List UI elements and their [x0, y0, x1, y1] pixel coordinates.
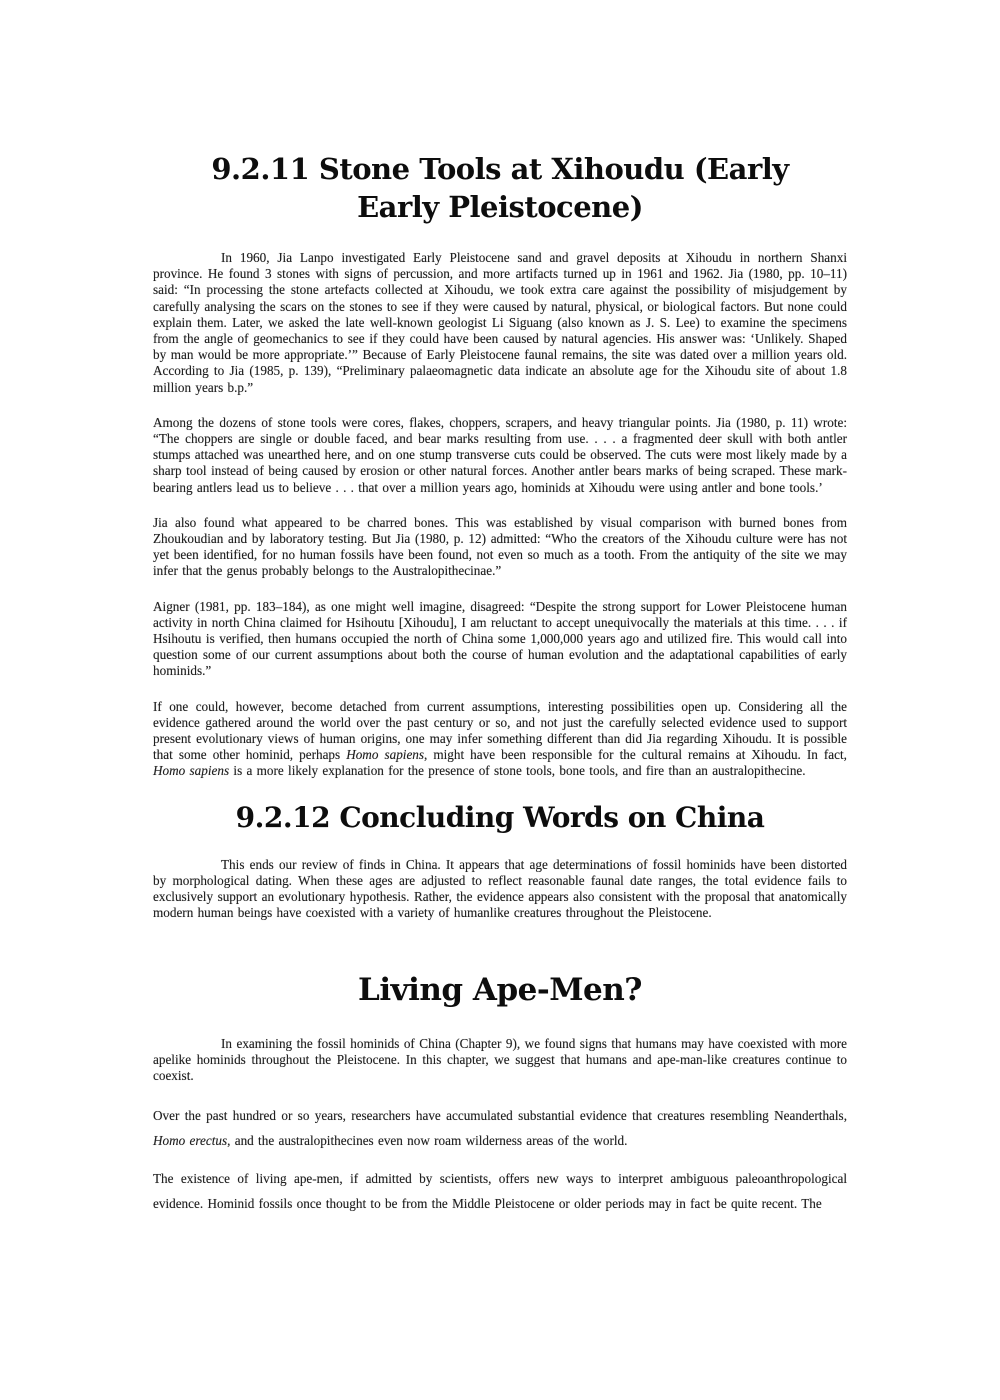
- text-run: Over the past hundred or so years, researchers have accumulated substantial evidence that creatures resembling Neanderthals,: [153, 1108, 847, 1124]
- species-name-italic: Homo sapiens: [346, 747, 425, 763]
- paragraph-concluding-china: This ends our review of finds in China. It appears that age determinations of fossil hominids have been distorted by morphological dating. When these ages are adjusted to reflect reasonable faunal date ranges, the total evidence fails to exclusively support an evolutionary hypothesis. Rather, the evidence appears also consistent with the proposal that anatomically modern human beings have coexisted with a variety of humanlike creatures throughout the Pleistocene.: [153, 856, 847, 921]
- section-heading-9-2-11: 9.2.11 Stone Tools at Xihoudu (Early Early Pleistocene): [211, 152, 789, 224]
- paragraph-accumulated-evidence: [153, 1103, 847, 1153]
- species-name-italic: Homo sapiens: [153, 763, 230, 779]
- species-name-italic: Homo erectus: [153, 1133, 228, 1149]
- paragraph-charred-bones: Jia also found what appeared to be charred bones. This was established by visual comparison with burned bones from Zhoukoudian and by laboratory testing. But Jia (1980, p. 12) admitted: “Who the creators of the Xihoudu culture were has not yet been identified, for no human fossils have been found, not even so much as a tooth. From the antiquity of the site we may infer that the genus probably belongs to the Australopithecinae.”: [153, 514, 847, 579]
- paragraph-aigner-disagreed: Aigner (1981, pp. 183–184), as one might well imagine, disagreed: “Despite the strong support for Lower Pleistocene human activity in north China claimed for Hsihoutu [Xihoudu], I am reluctant to accept unequivocally the materials at this time. . . . if Hsihoutu is verified, then humans occupied the north of China some 1,000,000 years ago and utilized fire. This would call into question some of our current assumptions about both the course of human evolution and the adaptational capabilities of early hominids.”: [153, 598, 847, 679]
- section-heading-9-2-12: 9.2.12 Concluding Words on China: [235, 800, 765, 834]
- paragraph-living-ape-men: The existence of living ape-men, if admitted by scientists, offers new ways to interpret ambiguous paleoanthropological evidence. Hominid fossils once thought to be from the Middle Pleistocene or older periods may in fact be quite recent. The: [153, 1171, 847, 1212]
- paragraph-stone-tools-quote: Among the dozens of stone tools were cores, flakes, choppers, scrapers, and heavy triangular points. Jia (1980, p. 11) wrote: “The choppers are single or double faced, and bear marks resulting from use. . . . a fragmented deer skull with both antler stumps attached was unearthed here, and on one stump transverse cuts could be observed. The cuts were most likely made by a sharp tool instead of being caused by erosion or other natural forces. Another antler bears marks of being scraped. These mark-bearing antlers lead us to believe . . . that over a million years ago, hominids at Xihoudu were using antler and bone tools.’: [153, 414, 847, 495]
- paragraph-examining-fossils: In examining the fossil hominids of China (Chapter 9), we found signs that humans may have coexisted with more apelike hominids throughout the Pleistocene. In this chapter, we suggest that humans and ape-man-like creatures continue to coexist.: [153, 1035, 847, 1083]
- paragraph-xihoudu-intro: In 1960, Jia Lanpo investigated Early Pleistocene sand and gravel deposits at Xihoudu in northern Shanxi province. He found 3 stones with signs of percussion, and more artifacts turned up in 1961 and 1962. Jia (1980, pp. 10–11) said: “In processing the stone artefacts collected at Xihoudu, we took extra care against the possibility of misjudgement by carefully analysing the scars on the stones to see if they were caused by natural, physical, or biological factors. But none could explain them. Later, we asked the late well-known geologist Li Siguang (also known as J. S. Lee) to examine the specimens from the angle of geomechanics to see if they could have been caused by natural agencies. His answer was: ‘Unlikely. Shaped by man would be more appropriate.’” Because of Early Pleistocene faunal remains, the site was dated over a million years old. According to Jia (1985, p. 139), “Preliminary palaeomagnetic data indicate an absolute age for the Xihoudu site of about 1.8 million years b.p.”: [153, 250, 847, 395]
- text-run: is a more likely explanation for the presence of stone tools, bone tools, and fire than an australopithecine.: [229, 763, 806, 779]
- chapter-heading-living-ape-men: Living Ape-Men?: [358, 971, 642, 1008]
- text-run: , and the australopithecines even now roam wilderness areas of the world.: [227, 1133, 628, 1149]
- paragraph-possibilities: [153, 699, 847, 780]
- text-run: If one could, however, become detached from current assumptions, interesting possibilities open up. Considering all the evidence gathered around the world over the past century or so, and not just the carefully selected evidence used to support present evolutionary views of human origins, one may infer something different than did Jia regarding Xihoudu. It is possible that some other hominid, perhaps: [153, 698, 847, 763]
- text-run: , might have been responsible for the cultural remains at Xihoudu. In fact,: [424, 747, 847, 763]
